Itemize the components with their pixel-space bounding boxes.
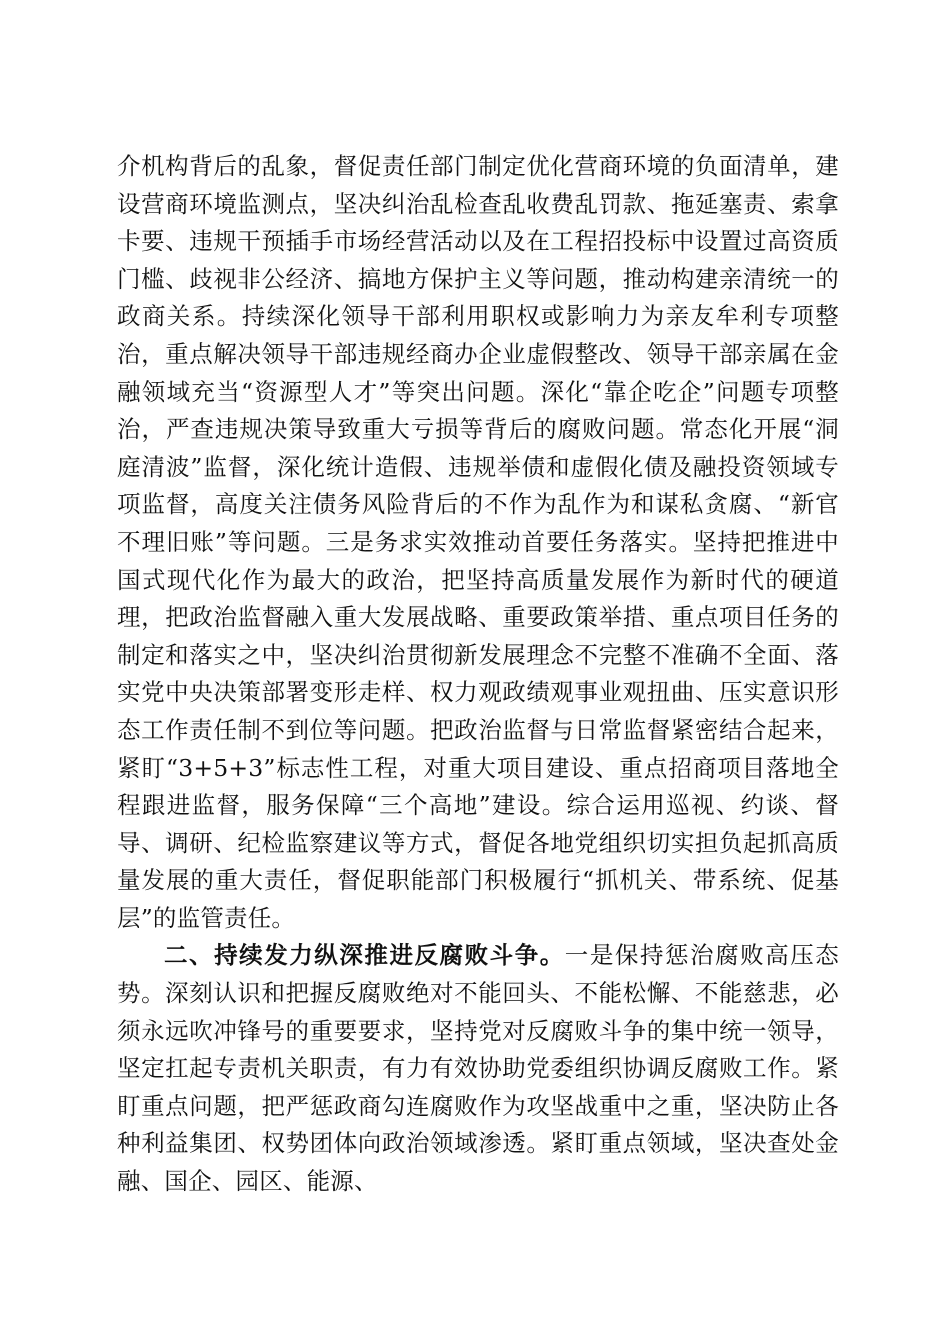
paragraph-section-two [117, 937, 839, 1200]
paragraph-continuation: 介机构背后的乱象，督促责任部门制定优化营商环境的负面清单，建设营商环境监测点，坚决纠治乱检查乱收费乱罚款、拖延塞责、索拿卡要、违规干预插手市场经营活动以及在工程招投标中设置过高资质门槛、歧视非公经济、搞地方保护主义等问题，推动构建亲清统一的政商关系。持续深化领导干部利用职权或影响力为亲友牟利专项整治，重点解决领导干部违规经商办企业虚假整改、领导干部亲属在金融领域充当“资源型人才”等突出问题。深化“靠企吃企”问题专项整治，严查违规决策导致重大亏损等背后的腐败问题。常态化开展“洞庭清波”监督，深化统计造假、违规举债和虚假化债及融投资领域专项监督，高度关注债务风险背后的不作为乱作为和谋私贪腐、“新官不理旧账”等问题。三是务求实效推动首要任务落实。坚持把推进中国式现代化作为最大的政治，把坚持高质量发展作为新时代的硬道理，把政治监督融入重大发展战略、重要政策举措、重点项目任务的制定和落实之中，坚决纠治贯彻新发展理念不完整不准确不全面、落实党中央决策部署变形走样、权力观政绩观事业观扭曲、压实意识形态工作责任制不到位等问题。把政治监督与日常监督紧密结合起来，紧盯“3+5+3”标志性工程，对重大项目建设、重点招商项目落地全程跟进监督，服务保障“三个高地”建设。综合运用巡视、约谈、督导、调研、纪检监察建议等方式，督促各地党组织切实担负起抓高质量发展的重大责任，督促职能部门积极履行“抓机关、带系统、促基层”的监管责任。 [117, 152, 839, 932]
section-two-heading: 二、持续发力纵深推进反腐败斗争。 [164, 941, 565, 970]
document-body [117, 148, 839, 1201]
section-two-body: 一是保持惩治腐败高压态势。深刻认识和把握反腐败绝对不能回头、不能松懈、不能慈悲，必须永远吹冲锋号的重要要求，坚持党对反腐败斗争的集中统一领导，坚定扛起专责机关职责，有力有效协助党委组织协调反腐败工作。紧盯重点问题，把严惩政商勾连腐败作为攻坚战重中之重，坚决防止各种利益集团、权势团体向政治领域渗透。紧盯重点领域，坚决查处金融、国企、园区、能源、 [117, 941, 839, 1196]
